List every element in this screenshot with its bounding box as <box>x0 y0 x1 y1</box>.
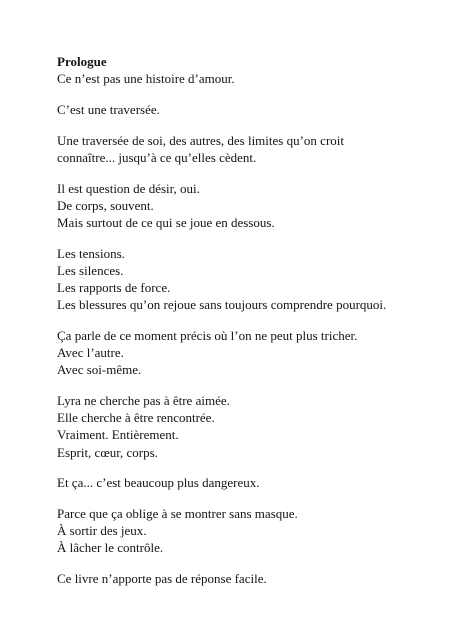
text-line: Esprit, cœur, corps. <box>57 444 158 460</box>
text-line: C’est une traversée. <box>57 101 160 117</box>
paragraph <box>57 327 427 379</box>
text-line: De corps, souvent. <box>57 197 154 213</box>
paragraph <box>57 505 427 557</box>
text-line: À lâcher le contrôle. <box>57 540 164 556</box>
text-line: Une traversée de soi, des autres, des limites qu’on croit <box>57 132 344 148</box>
paragraph <box>57 180 427 232</box>
text-line: connaître... jusqu’à ce qu’elles cèdent. <box>57 149 257 165</box>
text-line: Elle cherche à être rencontrée. <box>57 410 215 426</box>
paragraph <box>57 474 427 491</box>
paragraph <box>57 392 427 461</box>
chapter-title: Prologue <box>57 54 107 69</box>
text-line: Les silences. <box>57 262 124 278</box>
text-line: Ce livre n’apporte pas de réponse facile. <box>57 571 267 587</box>
text-line: Les blessures qu’on rejoue sans toujours comprendre pourquoi. <box>57 297 387 313</box>
text-line: Les tensions. <box>57 245 125 261</box>
paragraph <box>57 245 427 314</box>
text-line: Ça parle de ce moment précis où l’on ne peut plus tricher. <box>57 327 358 343</box>
text-line: Vraiment. Entièrement. <box>57 427 179 443</box>
text-line: Mais surtout de ce qui se joue en dessous. <box>57 214 275 230</box>
text-line: Avec soi-même. <box>57 362 142 378</box>
paragraph <box>57 70 427 87</box>
document-page <box>57 53 427 601</box>
paragraph <box>57 101 427 118</box>
text-line: Parce que ça oblige à se montrer sans masque. <box>57 506 298 522</box>
text-line: Lyra ne cherche pas à être aimée. <box>57 393 230 409</box>
text-line: Avec l’autre. <box>57 345 124 361</box>
text-line: Il est question de désir, oui. <box>57 180 200 196</box>
paragraph <box>57 132 427 166</box>
text-line: À sortir des jeux. <box>57 523 147 539</box>
text-line: Les rapports de force. <box>57 280 171 296</box>
text-line: Et ça... c’est beaucoup plus dangereux. <box>57 475 260 491</box>
paragraph <box>57 570 427 587</box>
text-line: Ce n’est pas une histoire d’amour. <box>57 71 235 87</box>
